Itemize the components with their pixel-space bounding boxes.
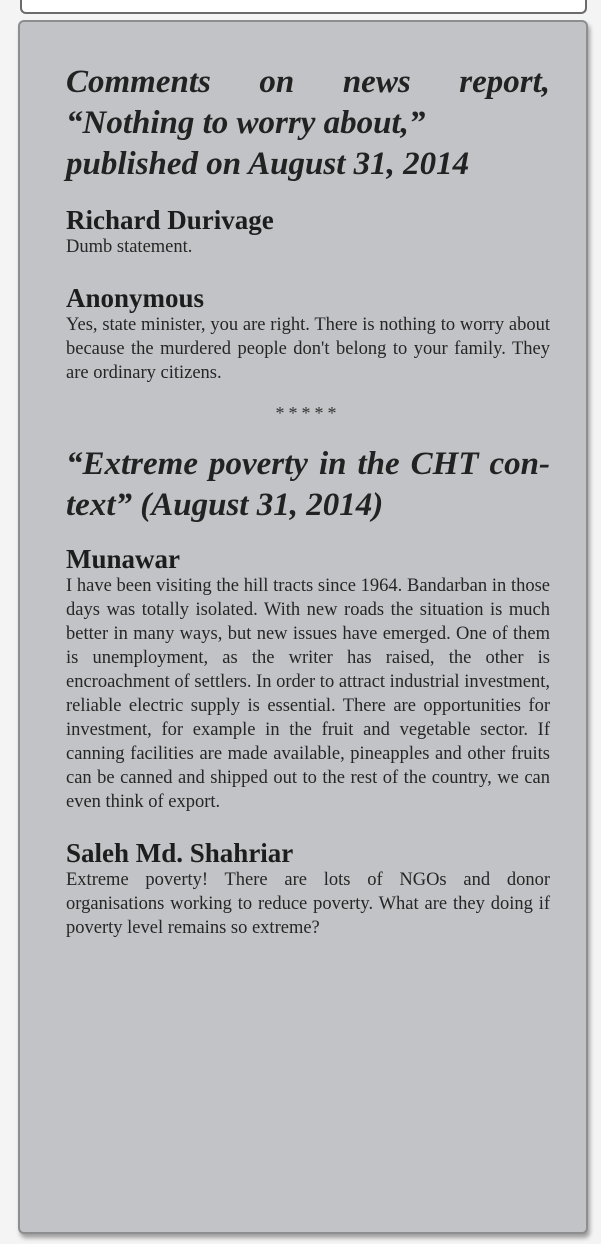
section-title-line: text” (August 31, 2014) (66, 487, 384, 523)
section-title-extreme-poverty (66, 444, 550, 526)
comment-munawar (66, 544, 550, 814)
comment-richard-durivage (66, 205, 550, 259)
comment-author: Saleh Md. Shahriar (66, 838, 294, 868)
comment-anonymous (66, 283, 550, 385)
section-title-line: “Nothing to worry about,” (66, 105, 426, 141)
comment-saleh-md-shahriar (66, 838, 550, 940)
section-separator: ***** (275, 403, 341, 423)
comment-author: Munawar (66, 544, 180, 574)
comment-text: Yes, state minister, you are right. There is nothing to worry about because the murdered people don't belong to your family. They are ordinary citizens. (66, 315, 550, 383)
section-title-line: “Extreme poverty in the CHT con- (66, 446, 550, 482)
section-title-nothing-to-worry (66, 62, 550, 185)
comment-text: I have been visiting the hill tracts since 1964. Bandarban in those days was totally isolated. With new roads the situation is much better in many ways, but new issues have emerged. One of them is unemployment, as the writer has raised, the other is encroachment of settlers. In order to attract industrial investment, reliable electric supply is essential. There are opportunities for investment, for example in the fruit and vegetable sector. If canning facilities are made available, pineapples and other fruits can be canned and shipped out to the rest of the country, we can even think of export. (66, 576, 550, 812)
section-title-line: Comments on news report, (66, 64, 550, 100)
comment-text: Extreme poverty! There are lots of NGOs and donor organisations working to reduce poverty. What are they doing if poverty level remains so extreme? (66, 870, 550, 938)
comment-author: Richard Durivage (66, 205, 274, 235)
comment-text: Dumb statement. (66, 237, 193, 257)
section-title-line: published on August 31, 2014 (66, 146, 470, 182)
comments-panel (18, 20, 588, 1234)
previous-panel-edge (20, 0, 587, 14)
comment-author: Anonymous (66, 283, 205, 313)
